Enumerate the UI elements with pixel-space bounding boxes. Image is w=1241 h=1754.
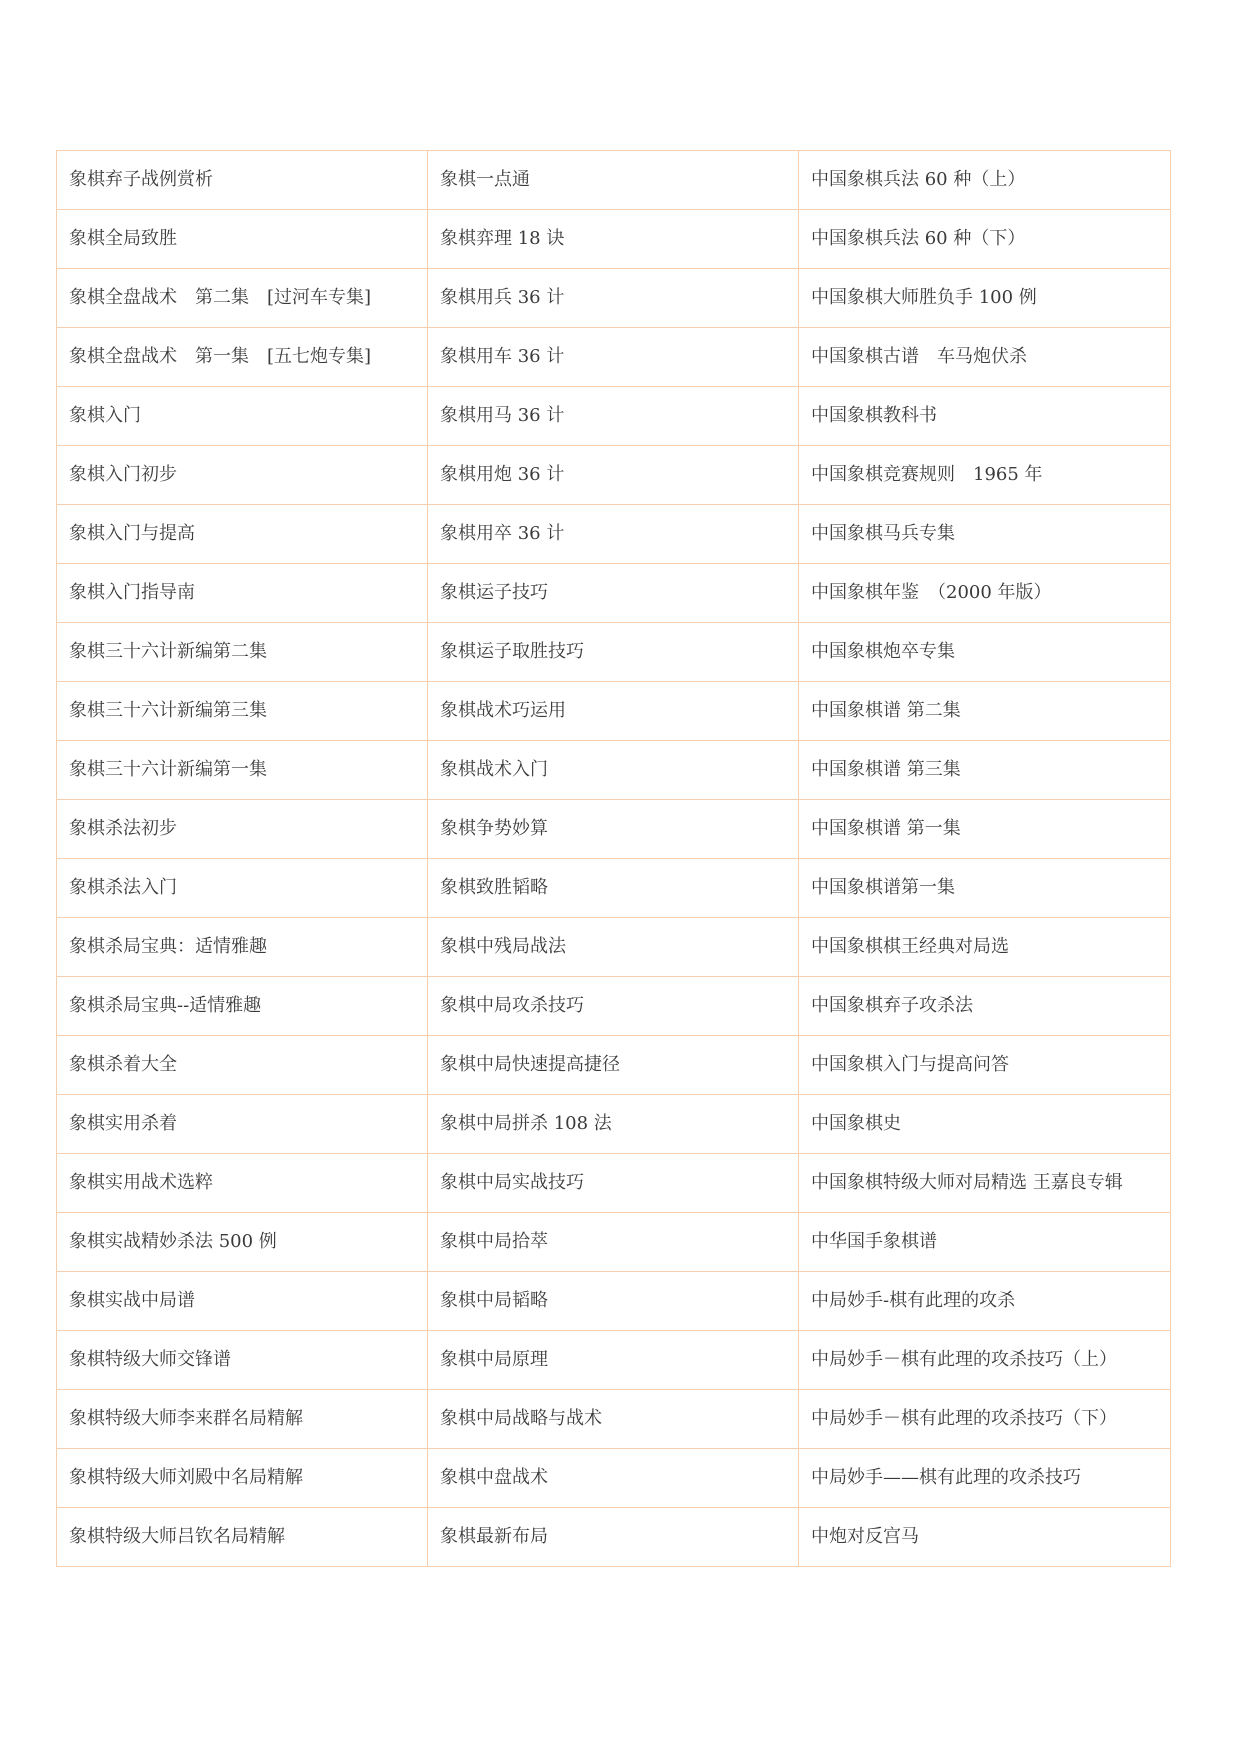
table-cell-col2: 象棋用炮 36 计 [428,446,799,505]
table-cell-col2: 象棋中残局战法 [428,918,799,977]
table-cell-col2: 象棋中局韬略 [428,1272,799,1331]
table-cell-col2: 象棋中局战略与战术 [428,1390,799,1449]
table-row [57,1036,1171,1095]
table-cell-col2: 象棋最新布局 [428,1508,799,1567]
table-cell-col1: 象棋杀着大全 [57,1036,428,1095]
table-cell-col3: 中国象棋谱 第二集 [799,682,1171,741]
table-cell-col2: 象棋战术入门 [428,741,799,800]
table-cell-col3: 中国象棋年鉴 （2000 年版） [799,564,1171,623]
table-cell-col3: 中国象棋谱 第一集 [799,800,1171,859]
table-row [57,1331,1171,1390]
table-row [57,977,1171,1036]
table-row [57,859,1171,918]
table-row [57,446,1171,505]
table-cell-col3: 中国象棋竞赛规则 1965 年 [799,446,1171,505]
table-row [57,800,1171,859]
table-cell-col1: 象棋实战精妙杀法 500 例 [57,1213,428,1272]
table-row [57,1095,1171,1154]
table-cell-col3: 中国象棋入门与提高问答 [799,1036,1171,1095]
table-row [57,1508,1171,1567]
table-cell-col2: 象棋用马 36 计 [428,387,799,446]
table-cell-col1: 象棋实用战术选粹 [57,1154,428,1213]
table-cell-col2: 象棋弈理 18 诀 [428,210,799,269]
table-cell-col2: 象棋中局攻杀技巧 [428,977,799,1036]
table-cell-col3: 中国象棋炮卒专集 [799,623,1171,682]
table-row [57,210,1171,269]
table-cell-col1: 象棋入门 [57,387,428,446]
table-row [57,918,1171,977]
table-cell-col2: 象棋争势妙算 [428,800,799,859]
table-cell-col2: 象棋中盘战术 [428,1449,799,1508]
table-row [57,682,1171,741]
table-cell-col2: 象棋战术巧运用 [428,682,799,741]
table-cell-col2: 象棋中局快速提高捷径 [428,1036,799,1095]
table-cell-col2: 象棋运子取胜技巧 [428,623,799,682]
table-cell-col2: 象棋中局拾萃 [428,1213,799,1272]
table-cell-col1: 象棋入门初步 [57,446,428,505]
table-row [57,1449,1171,1508]
table-row [57,1272,1171,1331]
table-cell-col1: 象棋全局致胜 [57,210,428,269]
table-cell-col1: 象棋特级大师交锋谱 [57,1331,428,1390]
table-cell-col3: 中局妙手——棋有此理的攻杀技巧 [799,1449,1171,1508]
table-cell-col3: 中国象棋谱第一集 [799,859,1171,918]
table-cell-col2: 象棋中局原理 [428,1331,799,1390]
table-row [57,1213,1171,1272]
table-cell-col1: 象棋入门与提高 [57,505,428,564]
table-cell-col2: 象棋用车 36 计 [428,328,799,387]
table-cell-col1: 象棋弃子战例赏析 [57,151,428,210]
table-cell-col2: 象棋中局实战技巧 [428,1154,799,1213]
table-cell-col1: 象棋杀局宝典--适情雅趣 [57,977,428,1036]
table-cell-col1: 象棋实用杀着 [57,1095,428,1154]
table-row [57,623,1171,682]
book-title-table [56,150,1171,1567]
table-cell-col1: 象棋三十六计新编第二集 [57,623,428,682]
table-row [57,151,1171,210]
table-cell-col3: 中炮对反宫马 [799,1508,1171,1567]
table-cell-col3: 中国象棋史 [799,1095,1171,1154]
table-cell-col1: 象棋三十六计新编第一集 [57,741,428,800]
table-row [57,387,1171,446]
table-cell-col3: 中局妙手-棋有此理的攻杀 [799,1272,1171,1331]
table-cell-col1: 象棋特级大师刘殿中名局精解 [57,1449,428,1508]
table-cell-col1: 象棋入门指导南 [57,564,428,623]
table-row [57,1154,1171,1213]
table-cell-col1: 象棋全盘战术 第一集 [五七炮专集] [57,328,428,387]
table-cell-col1: 象棋特级大师李来群名局精解 [57,1390,428,1449]
table-body [57,151,1171,1567]
table-cell-col1: 象棋杀法初步 [57,800,428,859]
table-cell-col3: 中国象棋古谱 车马炮伏杀 [799,328,1171,387]
table-cell-col3: 中国象棋马兵专集 [799,505,1171,564]
table-row [57,269,1171,328]
table-cell-col3: 中国象棋兵法 60 种（上） [799,151,1171,210]
table-cell-col3: 中国象棋兵法 60 种（下） [799,210,1171,269]
table-cell-col2: 象棋中局拼杀 108 法 [428,1095,799,1154]
table-cell-col1: 象棋杀局宝典：适情雅趣 [57,918,428,977]
table-cell-col2: 象棋致胜韬略 [428,859,799,918]
table-cell-col3: 中局妙手－棋有此理的攻杀技巧（下） [799,1390,1171,1449]
table-cell-col1: 象棋特级大师吕钦名局精解 [57,1508,428,1567]
table-cell-col1: 象棋三十六计新编第三集 [57,682,428,741]
table-cell-col3: 中国象棋棋王经典对局选 [799,918,1171,977]
table-row [57,564,1171,623]
table-row [57,1390,1171,1449]
table-cell-col2: 象棋一点通 [428,151,799,210]
table-cell-col1: 象棋全盘战术 第二集 [过河车专集] [57,269,428,328]
table-cell-col3: 中局妙手－棋有此理的攻杀技巧（上） [799,1331,1171,1390]
table-cell-col3: 中国象棋特级大师对局精选 王嘉良专辑 [799,1154,1171,1213]
table-row [57,505,1171,564]
table-cell-col1: 象棋杀法入门 [57,859,428,918]
table-cell-col2: 象棋用兵 36 计 [428,269,799,328]
table-row [57,741,1171,800]
table-cell-col2: 象棋用卒 36 计 [428,505,799,564]
table-cell-col2: 象棋运子技巧 [428,564,799,623]
table-row [57,328,1171,387]
table-cell-col3: 中国象棋教科书 [799,387,1171,446]
table-cell-col3: 中华国手象棋谱 [799,1213,1171,1272]
table-cell-col1: 象棋实战中局谱 [57,1272,428,1331]
table-cell-col3: 中国象棋大师胜负手 100 例 [799,269,1171,328]
table-cell-col3: 中国象棋谱 第三集 [799,741,1171,800]
table-cell-col3: 中国象棋弃子攻杀法 [799,977,1171,1036]
